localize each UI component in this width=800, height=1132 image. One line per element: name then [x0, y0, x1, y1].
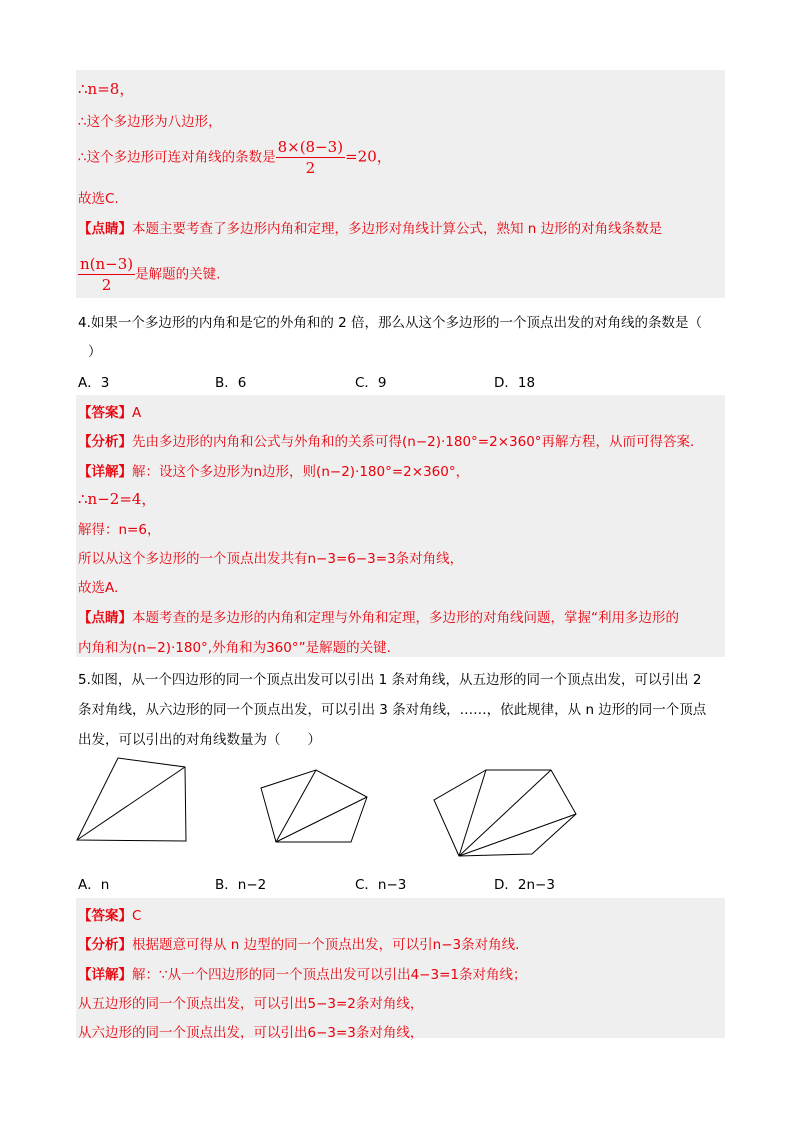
q5-option-a: A．n — [78, 877, 110, 893]
q3-line-n: ∴n=8， — [78, 80, 135, 98]
q4-stem-2: ） — [88, 344, 102, 360]
q5-detail-1 — [78, 963, 526, 983]
hexagon-diagonal-3 — [459, 814, 576, 856]
q5-stem-3: 出发，可以引出的对角线数量为（ ） — [78, 732, 321, 748]
q3-frac-den: 2 — [305, 159, 316, 177]
q4-detail-2: ∴n−2=4， — [78, 490, 157, 508]
q5-detail-tag: 【详解】 — [78, 967, 132, 983]
q5-option-b: B．n−2 — [215, 877, 267, 893]
q3-diag-prefix: ∴这个多边形可连对角线的条数是 — [78, 149, 276, 166]
q5-option-c: C．n−3 — [355, 877, 407, 893]
q5-stem-2: 条对角线，从六边形的同一个顶点出发，可以引出 3 条对角线，……，依此规律，从 n 边形的同一个顶点 — [78, 702, 707, 718]
q4-option-a: A．3 — [78, 375, 110, 391]
q4-detail-text: 解：设这个多边形为n边形，则(n−2)·180°=2×360°， — [132, 464, 470, 480]
q4-detail-5: 故选A. — [78, 580, 119, 596]
q4-detail-tag: 【详解】 — [78, 464, 132, 480]
q4-answer-tag: 【答案】 — [78, 405, 132, 421]
q4-option-c: C．9 — [355, 375, 387, 391]
q4-note-tag: 【点睛】 — [78, 610, 132, 626]
q4-note-text: 本题考查的是多边形的内角和定理与外角和定理，多边形的对角线问题，掌握“利用多边形的 — [132, 610, 679, 626]
q5-detail-3: 从六边形的同一个顶点出发，可以引出6−3=3条对角线， — [78, 1025, 424, 1041]
q4-option-d: D．18 — [494, 375, 536, 391]
q3-choose: 故选C. — [78, 191, 119, 207]
q3-note-frac-den: 2 — [101, 276, 112, 294]
q5-analysis-tag: 【分析】 — [78, 937, 132, 953]
q4-stem-1: 4.如果一个多边形的内角和是它的外角和的 2 倍，那么从这个多边形的一个顶点出发的对角线的条数是（ — [78, 315, 703, 331]
q4-note-2: 内角和为(n−2)·180°,外角和为360°”是解题的关键. — [78, 640, 391, 656]
q3-note-suffix: 是解题的关键. — [135, 266, 221, 283]
q5-detail-2: 从五边形的同一个顶点出发，可以引出5−3=2条对角线， — [78, 996, 424, 1012]
q4-detail-4: 所以从这个多边形的一个顶点出发共有n−3=6−3=3条对角线， — [78, 551, 464, 567]
q4-answer-value: A — [132, 405, 142, 421]
q4-detail-3: 解得：n=6， — [78, 522, 161, 538]
q3-diag-suffix: =20， — [345, 147, 392, 166]
q3-note-frac-num: n(n−3) — [80, 255, 134, 273]
q4-option-b: B．6 — [215, 375, 247, 391]
q5-option-d: D．2n−3 — [494, 877, 555, 893]
q4-analysis-text: 先由多边形的内角和公式与外角和的关系可得(n−2)·180°=2×360°再解方程，从而可得答案. — [132, 434, 695, 450]
q5-detail-text: 解：∵从一个四边形的同一个顶点出发可以引出4−3=1条对角线； — [132, 967, 527, 983]
q5-analysis-text: 根据题意可得从 n 边型的同一个顶点出发，可以引n−3条对角线. — [132, 937, 520, 953]
q5-stem-1: 5.如图，从一个四边形的同一个顶点出发可以引出 1 条对角线，从五边形的同一个顶点出发，可以引出 2 — [78, 672, 702, 688]
q5-answer — [78, 904, 141, 924]
q5-analysis — [78, 933, 519, 953]
q5-answer-value: C — [132, 908, 142, 924]
q3-note-text: 本题主要考查了多边形内角和定理，多边形对角线计算公式，熟知 n 边形的对角线条数是 — [132, 221, 663, 237]
q5-answer-tag: 【答案】 — [78, 908, 132, 924]
q3-frac-num: 8×(8−3) — [277, 138, 344, 156]
q3-line-octagon: ∴这个多边形为八边形， — [78, 114, 222, 130]
q3-note-tag: 【点睛】 — [78, 221, 132, 237]
q4-analysis-tag: 【分析】 — [78, 434, 132, 450]
